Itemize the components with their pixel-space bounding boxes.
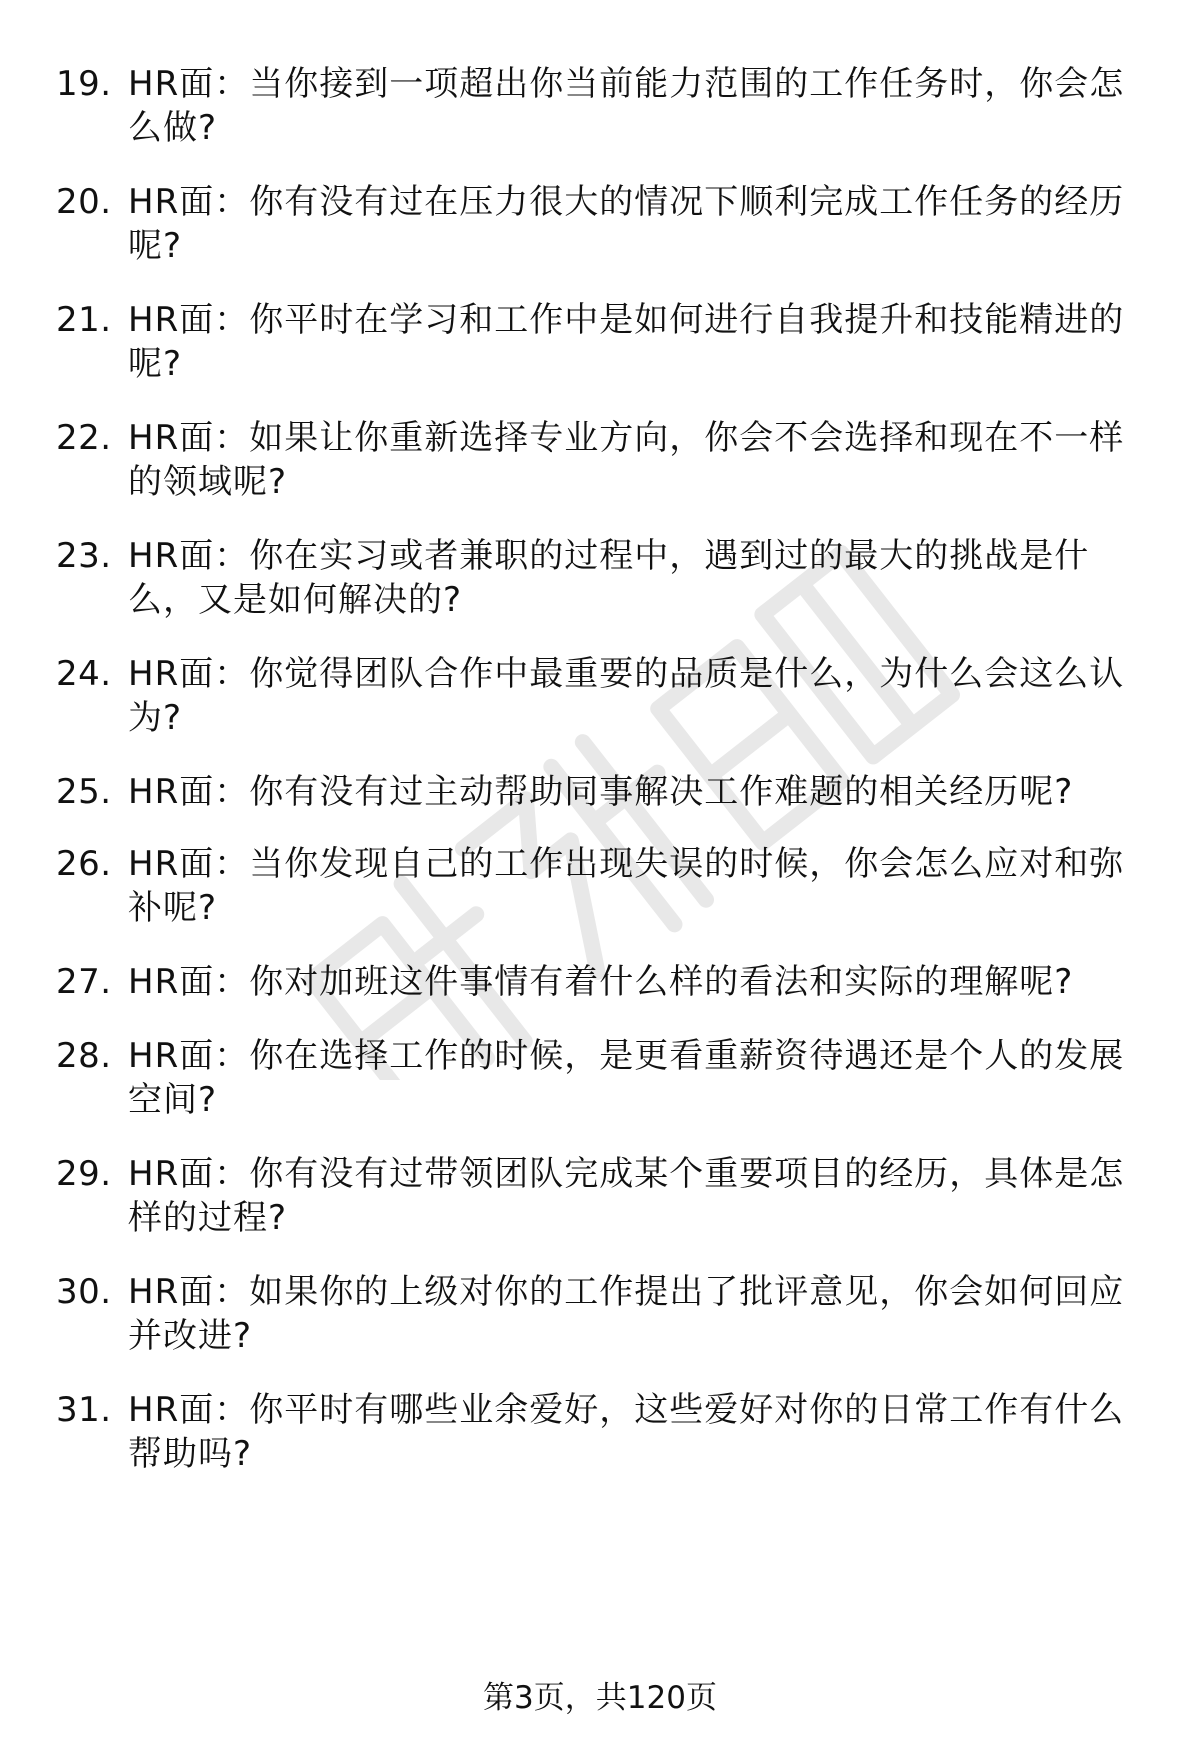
- question-text: HR面：如果你的上级对你的工作提出了批评意见，你会如何回应并改进?: [128, 1272, 1125, 1356]
- question-number: 31.: [56, 1390, 112, 1430]
- list-item: [0, 298, 1200, 408]
- question-text: HR面：你在选择工作的时候，是更看重薪资待遇还是个人的发展空间?: [128, 1036, 1125, 1120]
- question-number: 30.: [56, 1272, 112, 1312]
- question-text: HR面：你平时在学习和工作中是如何进行自我提升和技能精进的呢?: [128, 300, 1125, 384]
- question-number: 29.: [56, 1154, 112, 1194]
- question-text: HR面：你觉得团队合作中最重要的品质是什么，为什么会这么认为?: [128, 654, 1125, 738]
- question-number: 25.: [56, 772, 112, 812]
- question-text: HR面：当你发现自己的工作出现失误的时候，你会怎么应对和弥补呢?: [128, 844, 1125, 928]
- question-text: HR面：如果让你重新选择专业方向，你会不会选择和现在不一样的领域呢?: [128, 418, 1125, 502]
- question-number: 23.: [56, 536, 112, 576]
- question-text: HR面：当你接到一项超出你当前能力范围的工作任务时，你会怎么做?: [128, 64, 1125, 148]
- page-number-footer: 第3页，共120页: [483, 1680, 717, 1716]
- question-number: 28.: [56, 1036, 112, 1076]
- question-number: 22.: [56, 418, 112, 458]
- list-item: [0, 1270, 1200, 1380]
- question-number: 27.: [56, 962, 112, 1002]
- question-text: HR面：你对加班这件事情有着什么样的看法和实际的理解呢?: [128, 962, 1074, 1002]
- question-text: HR面：你平时有哪些业余爱好，这些爱好对你的日常工作有什么帮助吗?: [128, 1390, 1125, 1474]
- question-text: HR面：你有没有过在压力很大的情况下顺利完成工作任务的经历呢?: [128, 182, 1125, 266]
- list-item: [0, 1034, 1200, 1144]
- question-number: 19.: [56, 64, 112, 104]
- question-text: HR面：你有没有过带领团队完成某个重要项目的经历，具体是怎样的过程?: [128, 1154, 1125, 1238]
- list-item: [0, 1388, 1200, 1498]
- list-item: [0, 62, 1200, 172]
- question-text: HR面：你在实习或者兼职的过程中，遇到过的最大的挑战是什么，又是如何解决的?: [128, 536, 1090, 620]
- list-item: [0, 534, 1200, 644]
- question-number: 21.: [56, 300, 112, 340]
- list-item: [0, 1152, 1200, 1262]
- list-item: [0, 180, 1200, 290]
- list-item: [0, 416, 1200, 526]
- question-number: 20.: [56, 182, 112, 222]
- question-number: 24.: [56, 654, 112, 694]
- list-item: [0, 652, 1200, 762]
- list-item: [0, 842, 1200, 952]
- question-number: 26.: [56, 844, 112, 884]
- question-text: HR面：你有没有过主动帮助同事解决工作难题的相关经历呢?: [128, 772, 1074, 812]
